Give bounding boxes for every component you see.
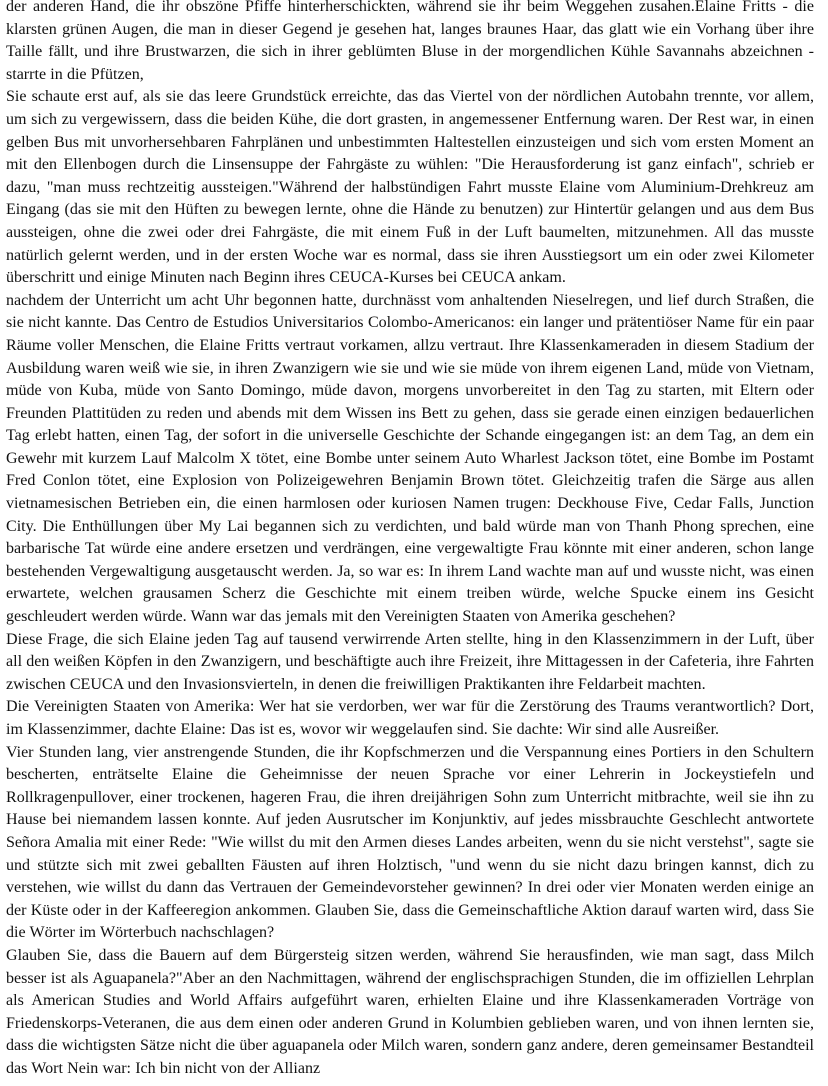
paragraph-3: nachdem der Unterricht um acht Uhr begonnen hatte, durchnässt vom anhaltenden Nieselregen, und lief durch Straßen, die sie nicht kannte. Das Centro de Estudios Universitarios Colombo-Americanos: ein langer und prätentiöser Name für ein paar Räume voller Menschen, die Elaine Fritts vertraut vorkamen, allzu vertraut. Ihre Klassenkameraden in diesem Stadium der Ausbildung waren weiß wie sie, in ihren Zwanzigern wie sie und wie sie müde von ihrem eigenen Land, müde von Vietnam, müde von Kuba, müde von Santo Domingo, müde davon, morgens unvorbereitet in den Tag zu starten, mit Eltern oder Freunden Plattitüden zu reden und abends mit dem Wissen ins Bett zu gehen, dass sie gerade einen einzigen bedauerlichen Tag erlebt hatten, einen Tag, der sofort in die universelle Geschichte der Schande eingegangen ist: an dem Tag, an dem ein Gewehr mit kurzem Lauf Malcolm X tötet, eine Bombe unter seinem Auto Wharlest Jackson tötet, eine Bombe im Postamt Fred Conlon tötet, eine Explosion von Polizeigewehren Benjamin Brown tötet. Gleichzeitig trafen die Särge aus allen vietnamesischen Betrieben ein, die einen harmlosen oder kuriosen Namen trugen: Deckhouse Five, Cedar Falls, Junction City. Die Enthüllungen über My Lai begannen sich zu verdichten, und bald würde man von Thanh Phong sprechen, eine barbarische Tat würde eine andere ersetzen und verdrängen, eine vergewaltigte Frau könnte mit einer anderen, schon lange bestehenden Vergewaltigung ausgetauscht werden. Ja, so war es: In ihrem Land wachte man auf und wusste nicht, was einen erwartete, welchen grausamen Scherz die Geschichte mit einem treiben würde, welche Spucke einem ins Gesicht geschleudert werden würde. Wann war das jemals mit den Vereinigten Staaten von Amerika geschehen? — [6, 291, 814, 626]
paragraph-4: Diese Frage, die sich Elaine jeden Tag auf tausend verwirrende Arten stellte, hing in den Klassenzimmern in der Luft, über all den weißen Köpfen in den Zwanzigern, und beschäftigte auch ihre Freizeit, ihre Mittagessen in der Cafeteria, ihre Fahrten zwischen CEUCA und den Invasionsvierteln, in denen die freiwilligen Praktikanten ihre Feldarbeit machten. — [6, 630, 814, 693]
paragraph-6: Vier Stunden lang, vier anstrengende Stunden, die ihr Kopfschmerzen und die Verspannung eines Portiers in den Schultern bescherten, enträtselte Elaine die Geheimnisse der neuen Sprache vor einer Lehrerin in Jockeystiefeln und Rollkragenpullover, einer trockenen, hageren Frau, die ihren dreijährigen Sohn zum Unterricht mitbrachte, weil sie ihn zu Hause bei niemandem lassen konnte. Auf jeden Ausrutscher im Konjunktiv, auf jedes missbrauchte Geschlecht antwortete Señora Amalia mit einer Rede: "Wie willst du mit den Armen dieses Landes arbeiten, wenn du sie nicht verstehst", sagte sie und stützte sich mit zwei geballten Fäusten auf ihren Holztisch, "und wenn du sie nicht dazu bringen kannst, dich zu verstehen, wie willst du dann das Vertrauen der Gemeindevorsteher gewinnen? In drei oder vier Monaten werden einige an der Küste oder in der Kaffeeregion ankommen. Glauben Sie, dass die Gemeinschaftliche Aktion darauf warten wird, dass Sie die Wörter im Wörterbuch nachschlagen? — [6, 743, 814, 942]
paragraph-2: Sie schaute erst auf, als sie das leere Grundstück erreichte, das das Viertel von der nördlichen Autobahn trennte, vor allem, um sich zu vergewissern, dass die beiden Kühe, die dort grasten, in angemessener Entfernung waren. Der Rest war, in einen gelben Bus mit unvorhersehbaren Fahrplänen und unbestimmten Haltestellen einzusteigen und sich vom ersten Moment an mit den Ellenbogen durch die Linsensuppe der Fahrgäste zu wühlen: "Die Herausforderung ist ganz einfach", schrieb er dazu, "man muss rechtzeitig aussteigen."Während der halbstündigen Fahrt musste Elaine vom Aluminium-Drehkreuz am Eingang (das sie mit den Hüften zu bewegen lernte, ohne die Hände zu benutzen) zur Hintertür gelangen und aus dem Bus aussteigen, ohne die zwei oder drei Fahrgäste, die mit einem Fuß in der Luft baumelten, mitzunehmen. All das musste natürlich gelernt werden, und in der ersten Woche war es normal, dass sie ihren Ausstiegsort um ein oder zwei Kilometer überschritt und einige Minuten nach Beginn ihres CEUCA-Kurses bei CEUCA ankam. — [6, 88, 814, 287]
paragraph-7: Glauben Sie, dass die Bauern auf dem Bürgersteig sitzen werden, während Sie herausfinden, wie man sagt, dass Milch besser ist als Aguapanela?"Aber an den Nachmittagen, während der englischsprachigen Stunden, die im offiziellen Lehrplan als American Studies and World Affairs aufgeführt waren, erhielten Elaine und ihre Klassenkameraden Vorträge von Friedenskorps-Veteranen, die aus dem einen oder anderen Grund in Kolumbien geblieben waren, und von ihnen lernten sie, dass die wichtigsten Sätze nicht die über aguapanela oder Milch waren, sondern ganz andere, deren gemeinsamer Bestandteil das Wort Nein war: Ich bin nicht von der Allianz — [6, 946, 814, 1077]
paragraph-5: Die Vereinigten Staaten von Amerika: Wer hat sie verdorben, wer war für die Zerstörung des Traums verantwortlich? Dort, im Klassenzimmer, dachte Elaine: Das ist es, wovor wir weggelaufen sind. Sie dachte: Wir sind alle Ausreißer. — [6, 698, 814, 738]
paragraph-1: der anderen Hand, die ihr obszöne Pfiffe hinterherschickten, während sie ihr beim Weggehen zusahen.Elaine Fritts - die klarsten grünen Augen, die man in dieser Gegend je gesehen hat, langes braunes Haar, das glatt wie ein Vorhang über ihre Taille fällt, und ihre Brustwarzen, die sich in ihrer geblümten Bluse in der morgendlichen Kühle Savannahs abzeichnen - starrte in die Pfützen, — [6, 0, 814, 83]
